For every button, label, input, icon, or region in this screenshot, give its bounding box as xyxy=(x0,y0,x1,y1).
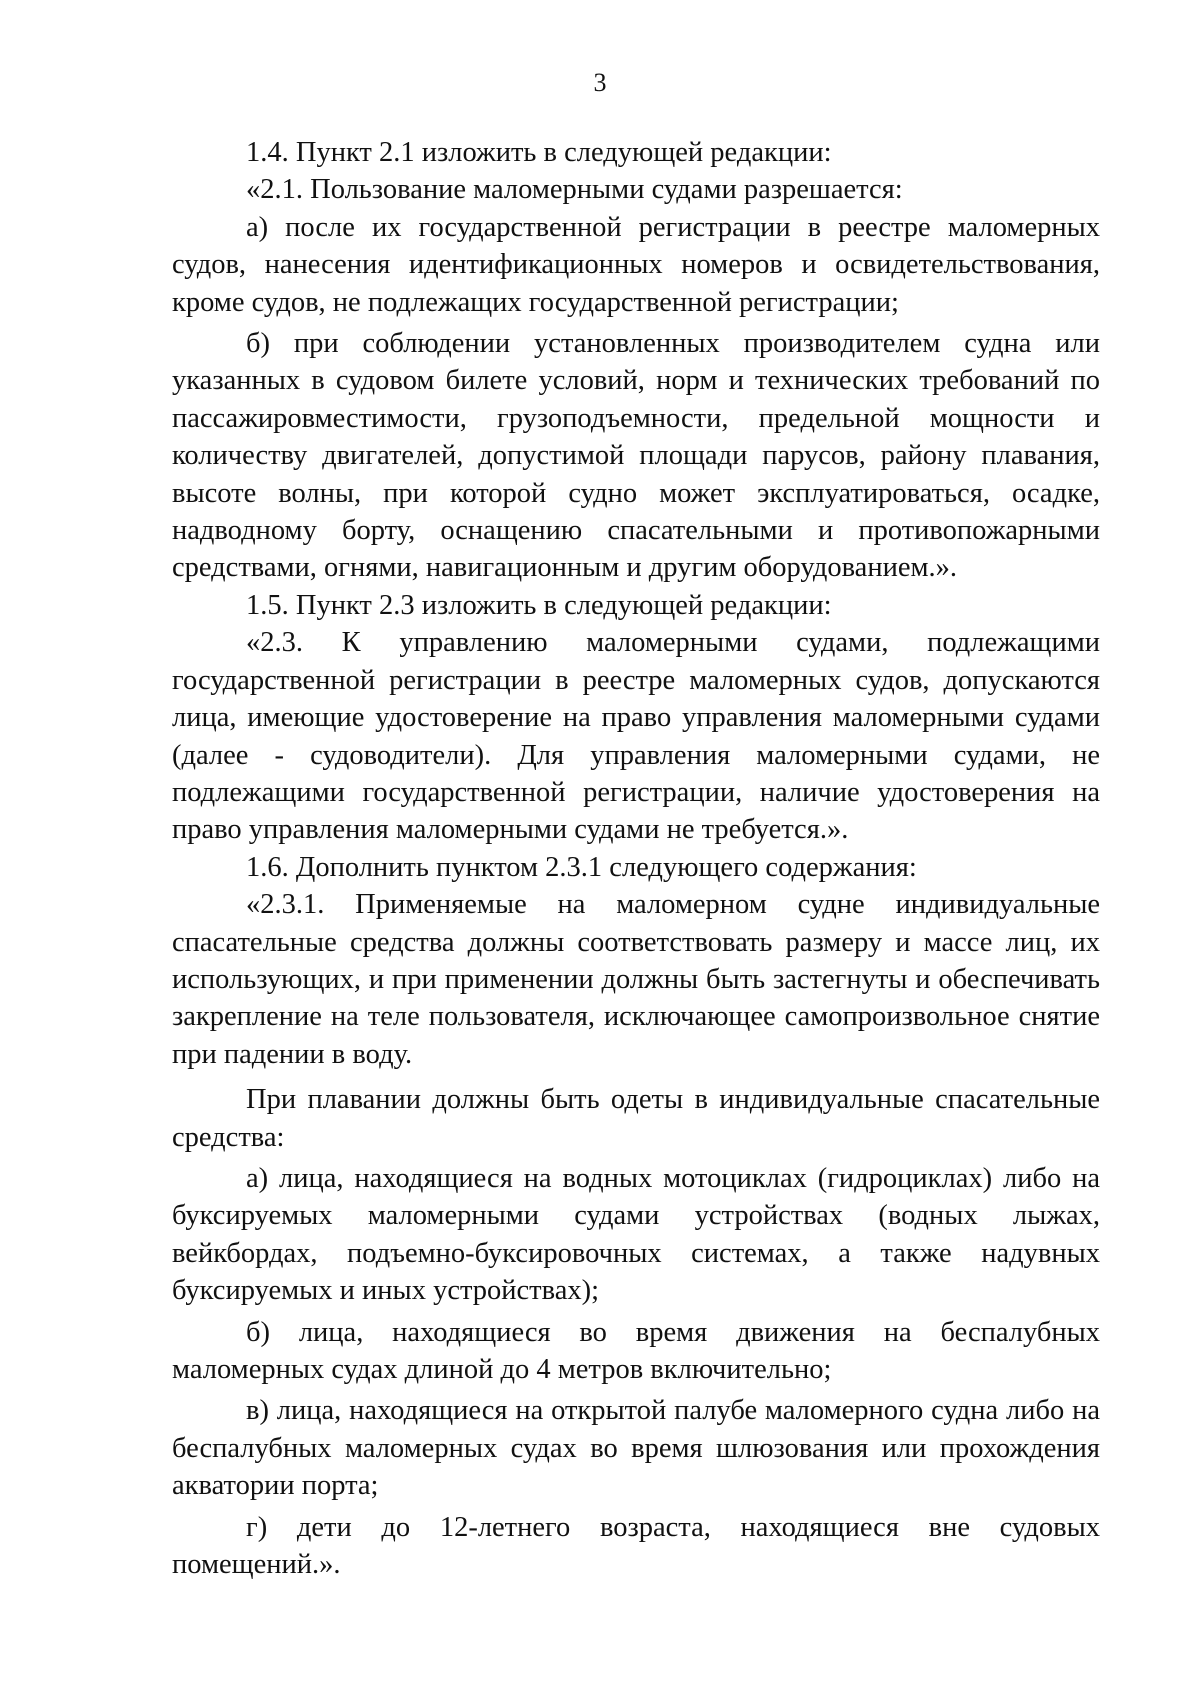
paragraph-2-3-1-quote: «2.3.1. Применяемые на маломерном судне индивидуальные спасательные средства должны соответствовать размеру и массе лиц, их использующих, и при применении должны быть застегнуты и обеспечивать закрепление на теле пользователя, исключающее самопроизвольное снятие при падении в воду. xyxy=(172,889,1100,1070)
paragraph-1-6: 1.6. Дополнить пунктом 2.3.1 следующего содержания: xyxy=(246,851,917,883)
document-body xyxy=(172,134,1100,1583)
paragraph-list-b: б) лица, находящиеся во время движения на беспалубных маломерных судах длиной до 4 метров включительно; xyxy=(172,1316,1100,1385)
paragraph-2-1-a: а) после их государственной регистрации в реестре маломерных судов, нанесения идентификационных номеров и освидетельствования, кроме судов, не подлежащих государственной регистрации; xyxy=(172,211,1100,318)
paragraph-list-g: г) дети до 12-летнего возраста, находящиеся вне судовых помещений.». xyxy=(172,1511,1100,1581)
paragraph-2-3-quote: «2.3. К управлению маломерными судами, подлежащими государственной регистрации в реестре маломерных судов, допускаются лица, имеющие удостоверение на право управления маломерными судами (далее - судоводители). Для управления маломерными судами, не подлежащими государственной регистрации, наличие удостоверения на право управления маломерными судами не требуется.». xyxy=(172,627,1100,846)
paragraph-1-5: 1.5. Пункт 2.3 изложить в следующей редакции: xyxy=(246,589,832,621)
paragraph-2-1-b: б) при соблюдении установленных производителем судна или указанных в судовом билете условий, норм и технических требований по пассажировместимости, грузоподъемности, предельной мощности и количеству двигателей, допустимой площади парусов, району плавания, высоте волны, при которой судно может эксплуатироваться, осадке, надводному борту, оснащению спасательными и противопожарными средствами, огнями, навигационным и другим оборудованием.». xyxy=(172,328,1100,584)
paragraph-lifejacket-requirement: При плавании должны быть одеты в индивидуальные спасательные средства: xyxy=(172,1084,1100,1153)
paragraph-1-4: 1.4. Пункт 2.1 изложить в следующей редакции: xyxy=(246,137,832,168)
page-number: 3 xyxy=(593,68,607,97)
paragraph-list-a: а) лица, находящиеся на водных мотоциклах (гидроциклах) либо на буксируемых маломерными судами устройствах (водных лыжах, вейкбордах, подъемно-буксировочных системах, а также надувных буксируемых и иных устройствах); xyxy=(172,1162,1100,1307)
paragraph-2-1-quote: «2.1. Пользование маломерными судами разрешается: xyxy=(246,174,903,206)
paragraph-list-v: в) лица, находящиеся на открытой палубе маломерного судна либо на беспалубных маломерных судах во время шлюзования или прохождения акватории порта; xyxy=(172,1395,1100,1502)
